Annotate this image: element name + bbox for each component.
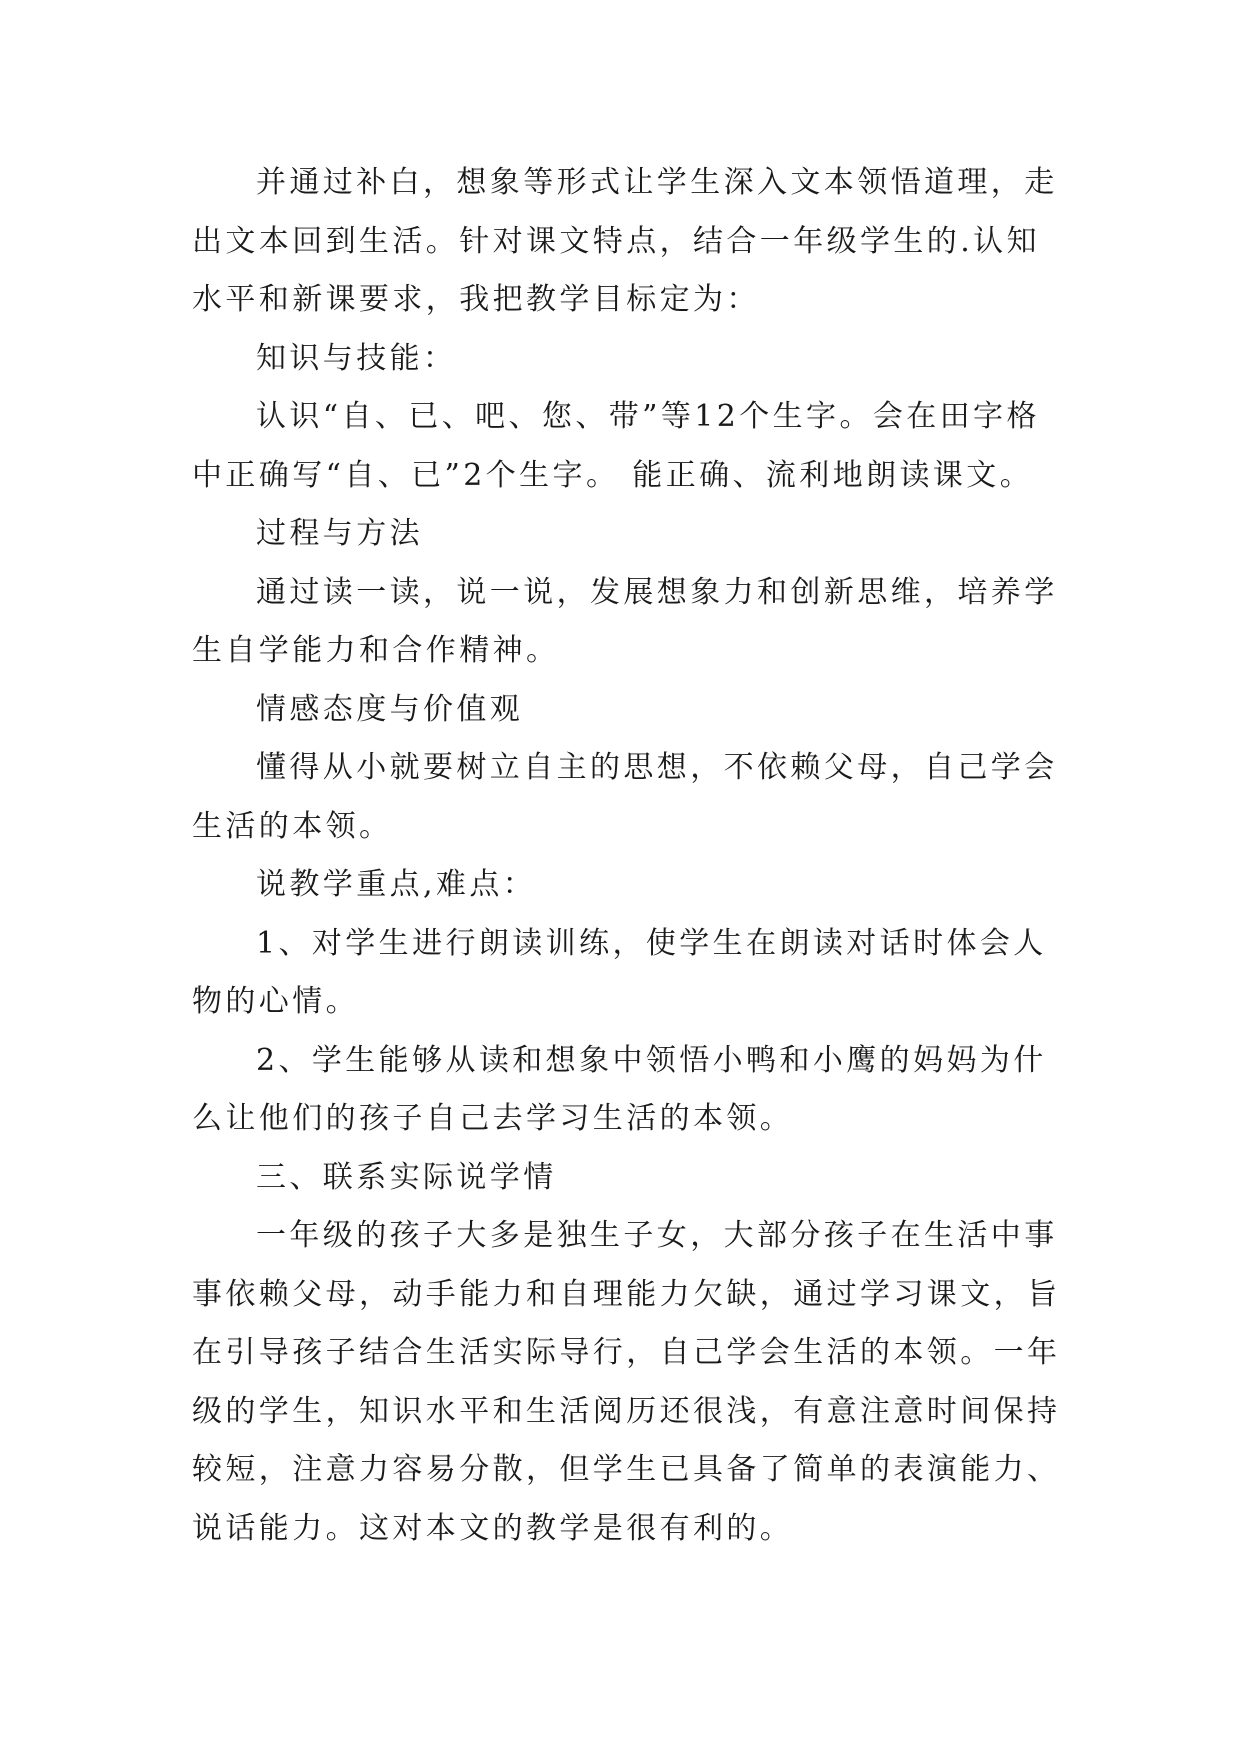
heading-process-method: 过程与方法 bbox=[256, 516, 423, 551]
heading-student-situation: 三、联系实际说学情 bbox=[256, 1159, 557, 1195]
paragraph-student-situation: 一年级的孩子大多是独生子女，大部分孩子在生活中事事依赖父母，动手能力和自理能力欠缺，通过学习课文，旨在引导孩子结合生活实际导行，自己学会生活的本领。一年级的学生，知识水平和生活阅历还很浅，有意注意时间保持较短，注意力容易分散，但学生已具备了简单的表演能力、说话能力。这对本文的教学是很有利的。 bbox=[192, 1218, 1061, 1546]
heading-knowledge-skills: 知识与技能： bbox=[256, 340, 457, 376]
heading-key-difficult-points: 说教学重点,难点： bbox=[256, 867, 537, 902]
paragraph-emotion-values: 懂得从小就要树立自主的思想，不依赖父母，自己学会生活的本领。 bbox=[192, 750, 1058, 844]
document-body bbox=[192, 154, 1072, 1558]
paragraph-knowledge-skills: 认识“自、已、吧、您、带”等12个生字。会在田字格中正确写“自、已”2个生字。 能正确、流利地朗读课文。 bbox=[192, 399, 1040, 493]
paragraph-key-point-1: 1、对学生进行朗读训练，使学生在朗读对话时体会人物的心情。 bbox=[192, 925, 1047, 1019]
paragraph-teaching-goals-intro: 并通过补白，想象等形式让学生深入文本领悟道理，走出文本回到生活。针对课文特点，结合一年级学生的.认知水平和新课要求，我把教学目标定为： bbox=[192, 165, 1058, 317]
paragraph-process-method: 通过读一读，说一说，发展想象力和创新思维，培养学生自学能力和合作精神。 bbox=[192, 574, 1058, 668]
heading-emotion-values: 情感态度与价值观 bbox=[256, 691, 524, 727]
paragraph-key-point-2: 2、学生能够从读和想象中领悟小鸭和小鹰的妈妈为什么让他们的孩子自己去学习生活的本领。 bbox=[192, 1042, 1047, 1136]
